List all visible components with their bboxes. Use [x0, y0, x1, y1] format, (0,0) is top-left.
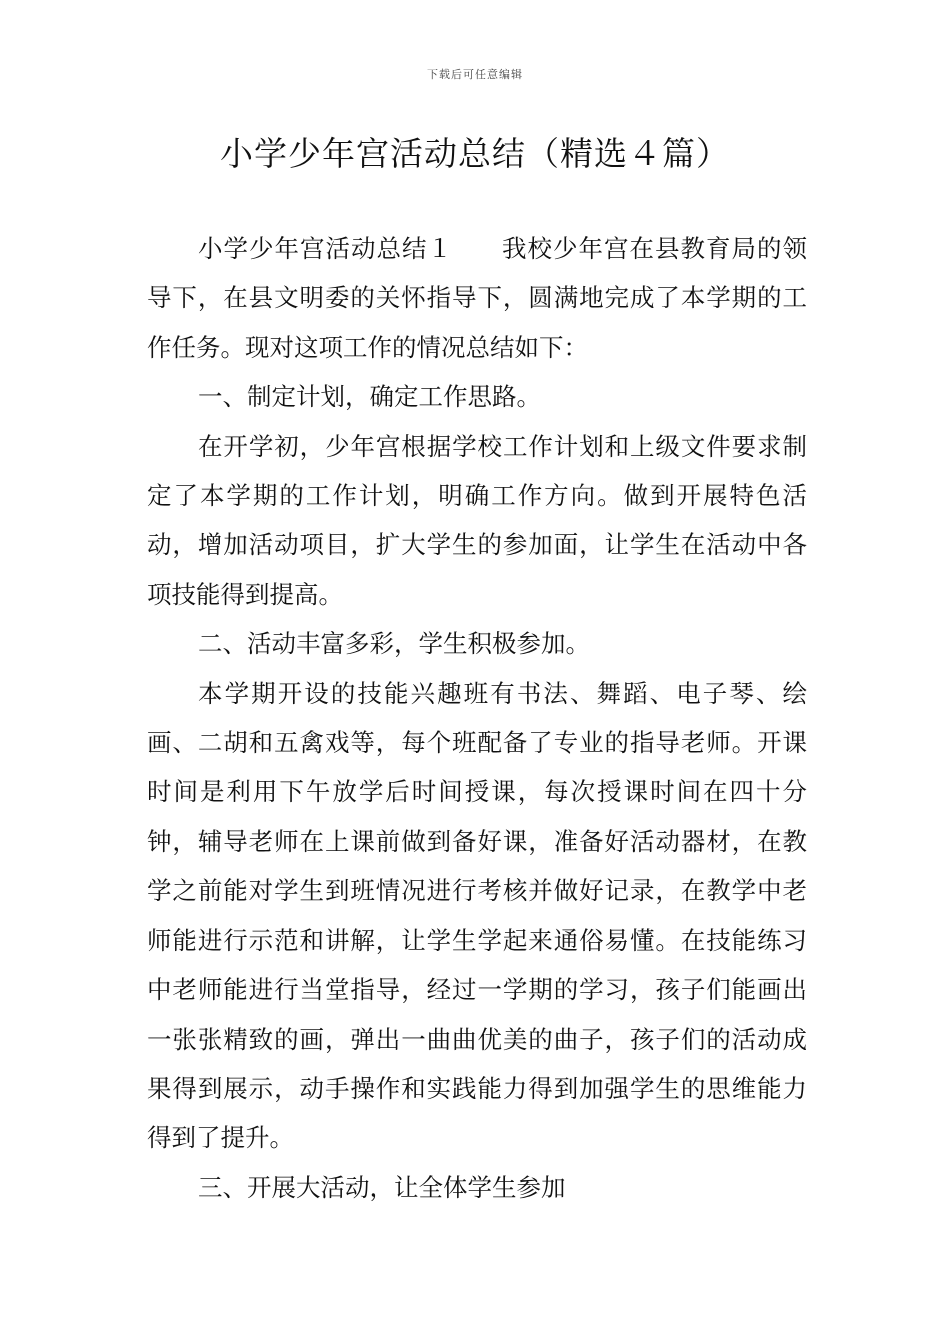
- intro-text: 我校少年宫在县教育局的领导下，在县文明委的关怀指导下，圆满地完成了本学期的工作任务。现对这项工作的情况总结如下：: [147, 234, 807, 362]
- document-body: [147, 224, 807, 1212]
- section-heading-1: 小学少年宫活动总结１: [198, 234, 453, 263]
- header-note: 下载后可任意编辑: [427, 68, 523, 81]
- document-title: 小学少年宫活动总结（精选４篇）: [220, 134, 730, 173]
- paragraph-plan: 在开学初，少年宫根据学校工作计划和上级文件要求制定了本学期的工作计划，明确工作方向。做到开展特色活动，增加活动项目，扩大学生的参加面，让学生在活动中各项技能得到提高。: [147, 431, 807, 609]
- section-heading-big-event: 三、开展大活动，让全体学生参加: [198, 1172, 566, 1202]
- paragraph-intro: [147, 224, 807, 372]
- section-heading-activities: 二、活动丰富多彩，学生积极参加。: [198, 629, 590, 659]
- section-heading-plan: 一、制定计划，确定工作思路。: [198, 382, 541, 412]
- paragraph-activities: 本学期开设的技能兴趣班有书法、舞蹈、电子琴、绘画、二胡和五禽戏等，每个班配备了专业的指导老师。开课时间是利用下午放学后时间授课，每次授课时间在四十分钟，辅导老师在上课前做到备好课，准备好活动器材，在教学之前能对学生到班情况进行考核并做好记录，在教学中老师能进行示范和讲解，让学生学起来通俗易懂。在技能练习中老师能进行当堂指导，经过一学期的学习，孩子们能画出一张张精致的画，弹出一曲曲优美的曲子，孩子们的活动成果得到展示，动手操作和实践能力得到加强学生的思维能力得到了提升。: [147, 678, 807, 1153]
